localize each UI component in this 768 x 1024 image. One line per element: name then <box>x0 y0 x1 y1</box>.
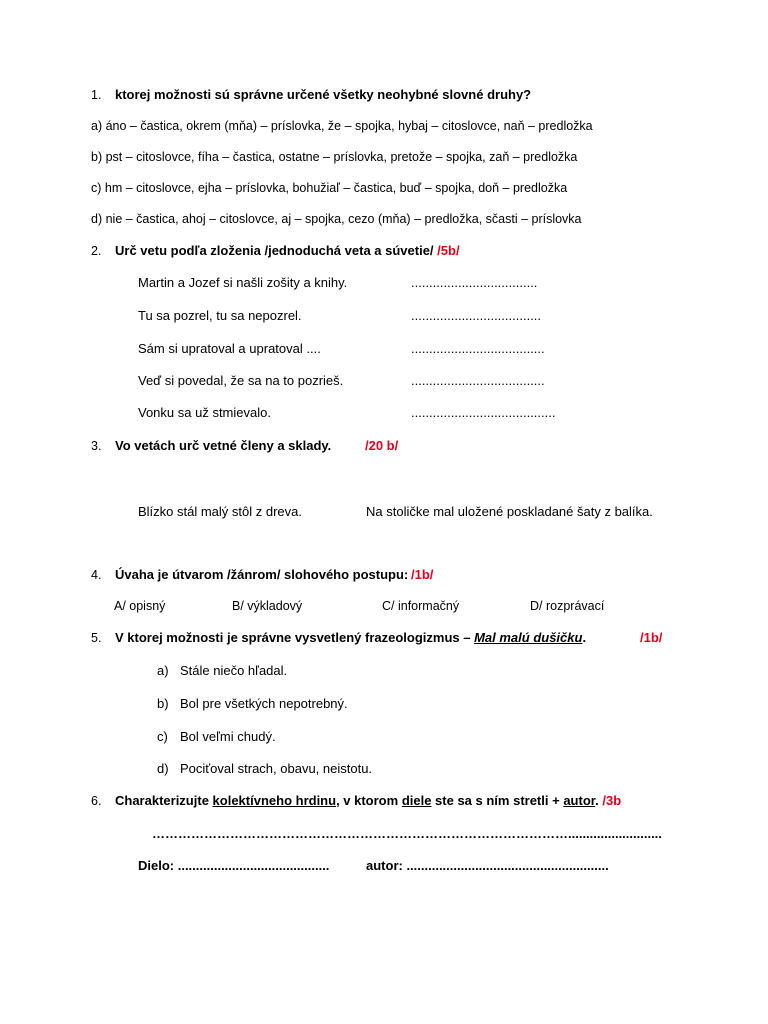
q6-autor-field[interactable]: autor: ........................................................ <box>366 858 609 873</box>
points-label: /1b/ <box>640 630 663 645</box>
question-text: Charakterizujte <box>115 793 213 808</box>
q4-option-a: A/ opisný <box>114 599 166 613</box>
idiom-text: Mal malú dušičku <box>474 630 583 645</box>
q6-answer-line[interactable]: …………………………………………………………………………………….......................... <box>152 826 662 841</box>
question-text: Úvaha je útvarom /žánrom/ slohového postupu: <box>115 567 409 582</box>
points-label: /20 b/ <box>365 438 399 453</box>
option-letter: c) <box>157 729 168 744</box>
q2-sentence-2: Tu sa pozrel, tu sa nepozrel. <box>138 308 302 323</box>
q5-option-d <box>157 761 372 777</box>
q5-option-b <box>157 696 348 712</box>
q1-option-d: d) nie – častica, ahoj – citoslovce, aj – spojka, cezo (mňa) – predložka, sčasti – príslovka <box>91 212 582 226</box>
question-number: 5. <box>91 631 102 645</box>
q2-answer-blank-4[interactable]: ..................................... <box>411 373 545 388</box>
q2-sentence-3: Sám si upratoval a upratoval .... <box>138 341 321 356</box>
underlined-term-work: diele <box>401 793 432 808</box>
question-1 <box>91 87 531 103</box>
option-text: Stále niečo hľadal. <box>180 663 288 678</box>
option-text: Bol pre všetkých nepotrebný. <box>180 696 348 711</box>
points-label: /5b/ <box>437 243 460 258</box>
question-text-part: ste sa s ním stretli + <box>431 793 564 808</box>
q2-sentence-1: Martin a Jozef si našli zošity a knihy. <box>138 275 348 290</box>
question-text: V ktorej možnosti je správne vysvetlený frazeologizmus – <box>115 630 475 645</box>
q2-sentence-5: Vonku sa už stmievalo. <box>138 405 271 420</box>
q2-answer-blank-2[interactable]: .................................... <box>411 308 542 323</box>
question-text: ktorej možnosti sú správne určené všetky neohybné slovné druhy? <box>115 87 532 102</box>
question-text: Urč vetu podľa zloženia /jednoduchá veta a súvetie/ <box>115 243 434 258</box>
option-text: Bol veľmi chudý. <box>180 729 276 744</box>
q3-sentence-2: Na stoličke mal uložené poskladané šaty z balíka. <box>366 504 653 519</box>
q6-dielo-field[interactable]: Dielo: .......................................... <box>138 858 330 873</box>
q3-sentence-1: Blízko stál malý stôl z dreva. <box>138 504 302 519</box>
option-letter: b) <box>157 696 169 711</box>
question-number: 3. <box>91 439 102 453</box>
q5-option-c <box>157 729 276 745</box>
q4-option-c: C/ informačný <box>382 599 460 613</box>
q2-answer-blank-5[interactable]: ........................................ <box>411 405 556 420</box>
question-text-end: . <box>582 630 587 645</box>
question-5 <box>91 630 586 646</box>
points-label: /3b <box>602 793 622 808</box>
question-text: Vo vetách urč vetné členy a sklady. <box>115 438 332 453</box>
question-number: 2. <box>91 244 102 258</box>
q4-option-d: D/ rozprávací <box>530 599 605 613</box>
option-letter: a) <box>157 663 169 678</box>
question-text-part: , v ktorom <box>336 793 402 808</box>
question-4 <box>91 567 408 583</box>
q1-option-c: c) hm – citoslovce, ejha – príslovka, bohužiaľ – častica, buď – spojka, doň – predložka <box>91 181 568 195</box>
question-text-part: . <box>595 793 599 808</box>
question-6 <box>91 793 621 809</box>
q2-sentence-4: Veď si povedal, že sa na to pozrieš. <box>138 373 344 388</box>
question-number: 1. <box>91 88 102 102</box>
q4-option-b: B/ výkladový <box>232 599 303 613</box>
question-3 <box>91 438 331 454</box>
option-letter: d) <box>157 761 169 776</box>
q1-option-a: a) áno – častica, okrem (mňa) – príslovka, že – spojka, hybaj – citoslovce, naň – predložka <box>91 119 593 133</box>
question-number: 6. <box>91 794 102 808</box>
question-2 <box>91 243 460 259</box>
points-label: /1b/ <box>411 567 434 582</box>
q5-option-a <box>157 663 287 679</box>
question-number: 4. <box>91 568 102 582</box>
q1-option-b: b) pst – citoslovce, fíha – častica, ostatne – príslovka, pretože – spojka, zaň – predložka <box>91 150 578 164</box>
option-text: Pociťoval strach, obavu, neistotu. <box>180 761 373 776</box>
underlined-term-hero: kolektívneho hrdinu <box>212 793 337 808</box>
q2-answer-blank-1[interactable]: ................................... <box>411 275 538 290</box>
underlined-term-author: autor <box>563 793 596 808</box>
q2-answer-blank-3[interactable]: ..................................... <box>411 341 545 356</box>
